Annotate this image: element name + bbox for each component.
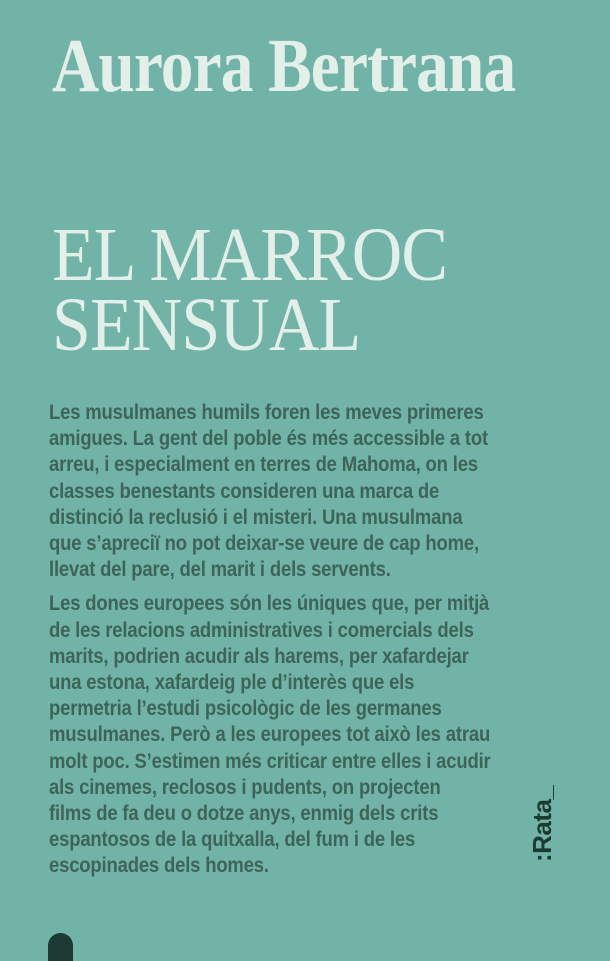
blurb-line: arreu, i especialment en terres de Mahoma, on les [49,453,478,477]
blurb-line: Les dones europees són les úniques que, per mitjà [49,592,490,616]
blurb-line: permetria l’estudi psicològic de les germanes [49,697,442,721]
blurb-line: marits, podrien acudir als harems, per xafardejar [49,644,469,668]
author-name: Aurora Bertrana [52,24,516,108]
cover-blurb [49,400,577,880]
blurb-line: Les musulmanes humils foren les meves primeres [49,401,484,424]
blurb-line: una estona, xafardeig ple d’interès que els [49,671,415,695]
blurb-line: amigues. La gent del poble és més accessible a tot [49,427,488,451]
blurb-line: llevat del pare, del marit i dels servents. [49,558,391,582]
blurb-line: classes benestants consideren una marca de [49,479,440,503]
blurb-line: que s’apreciï no pot deixar-se veure de cap home, [49,532,479,556]
blurb-paragraph-2 [49,591,577,879]
book-title [52,213,448,367]
book-title-line-1: EL MARROC [52,213,448,297]
blurb-line: musulmanes. Però a les europees tot això les atrau [49,723,491,747]
blurb-line: molt poc. S’estimen més criticar entre elles i acudir [49,749,491,773]
publisher-logo-rata: :Rata_ [527,785,557,862]
blurb-line: de les relacions administratives i comercials dels [49,618,474,642]
blurb-line: films de fa deu o dotze anys, enmig dels crits [49,802,439,826]
blurb-line: als cinemes, reclosos i pudents, on projecten [49,775,441,799]
book-title-line-2: SENSUAL [52,283,361,367]
arch-mark [48,933,73,961]
blurb-line: escopinades dels homes. [49,854,269,878]
blurb-line: distinció la reclusió i el misteri. Una musulmana [49,505,463,529]
blurb-line: espantosos de la quitxalla, del fum i de les [49,828,416,852]
blurb-paragraph-1 [49,400,577,583]
